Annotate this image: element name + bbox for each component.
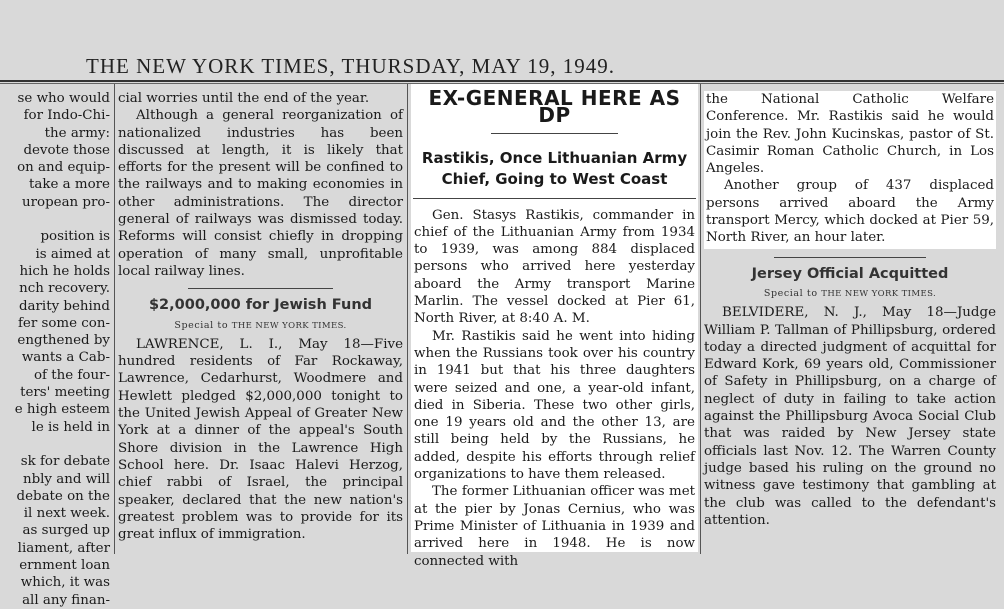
section-rule <box>188 288 333 289</box>
text-line: e high esteem <box>14 402 110 418</box>
text-line: debate on the <box>16 488 110 504</box>
text-line: wants a Cab- <box>21 350 110 366</box>
text-line: position is <box>40 229 110 245</box>
text-line: ernment loan <box>19 558 110 574</box>
paragraph: the National Catholic Welfare Conference. Mr. Rastikis said he would join the Rev. John Kucinskas, pastor of St. Casimir Roman Catholic Church, in Los Angeles. <box>706 92 994 177</box>
paragraph: Another group of 437 displaced persons arrived aboard the Army transport Mercy, which docked at Pier 59, North River, an hour later. <box>706 178 994 246</box>
text-line: of the four- <box>33 367 110 383</box>
article-headline-jewish-fund: $2,000,000 for Jewish Fund <box>148 297 373 314</box>
text-line: engthened by <box>17 333 110 349</box>
column-divider <box>407 84 408 554</box>
text-line: fer some con- <box>17 315 110 331</box>
text-line: liament, after <box>17 540 110 556</box>
text-line: the army: <box>44 125 110 141</box>
text-line: is aimed at <box>35 246 110 262</box>
text-line <box>0 211 110 228</box>
column-divider <box>114 84 115 554</box>
paragraph: Gen. Stasys Rastikis, commander in chief of the Lithuanian Army from 1934 to 1939, was among 884 displaced persons who arrived here yesterday aboard the Army transport Marine Marlin. The vessel docked at Pier 61, North River, at 8:40 A. M. <box>414 207 695 327</box>
credit-paper: THE NEW YORK TIMES. <box>231 320 347 331</box>
paragraph: BELVIDERE, N. J., May 18—Judge William P. Tallman of Phillipsburg, ordered today a directed judgment of acquittal for Edward Kork, 69 years old, Commissioner of Safety in Phillipsburg, on a charge of neglect of duty in failing to take action against the Phillipsburg Avoca Social Club that was raided by New Jersey state officials last Nov. 12. The Warren County judge based his ruling on the ground no witness gave testimony that gambling at the club was called to the defendant's attention. <box>704 305 996 528</box>
text-line: take a more <box>29 177 110 193</box>
text-line: as surged up <box>22 523 110 539</box>
masthead-rule <box>0 80 1004 82</box>
headline-rule <box>491 133 618 134</box>
text-line: uropean pro- <box>21 194 110 210</box>
credit-prefix: Special to <box>763 287 822 299</box>
text-line: all any finan- <box>22 592 110 608</box>
column-3-featured-article <box>411 84 698 569</box>
article-headline: EX-GENERAL HERE AS DP <box>428 86 681 128</box>
paragraph: Although a general reorganization of nationalized industries has been discussed at length, it is likely that efforts for the present will be confined to the railways and to making economies in other administrations. The director general of railways was dismissed today. Reforms will consist chiefly in dropping operation of many small, unprofitable local railway lines. <box>118 108 403 279</box>
text-line <box>0 436 110 453</box>
text-line: se who would <box>17 91 110 106</box>
text-line: for Indo-Chi- <box>23 108 110 124</box>
text-line: ters' meeting <box>20 385 110 401</box>
headline-rule <box>413 198 696 199</box>
text-line: il next week. <box>23 506 110 522</box>
text-line: darity behind <box>18 298 110 314</box>
article-subheadline: Rastikis, Once Lithuanian Army Chief, Going to West Coast <box>421 148 688 188</box>
text-line: devote those <box>23 142 110 158</box>
text-line: le is held in <box>31 419 110 435</box>
paragraph: The former Lithuanian officer was met at the pier by Jonas Cernius, who was Prime Minister of Lithuania in 1939 and arrived here in 1948. He is now connected with <box>414 484 695 569</box>
paragraph: LAWRENCE, L. I., May 18—Five hundred residents of Far Rockaway, Lawrence, Cedarhurst, Woodmere and Hewlett pledged $2,000,000 tonight to the United Jewish Appeal of Greater New York at a dinner of the appeal's South Shore division in the Lawrence High School here. Dr. Isaac Halevi Herzog, chief rabbi of Israel, the principal speaker, declared that the new nation's greatest problem was to provide for its great influx of immigration. <box>118 336 403 543</box>
text-line: sk for debate <box>20 454 110 470</box>
column-4 <box>704 91 996 551</box>
article-headline-jersey-official: Jersey Official Acquitted <box>751 265 949 282</box>
credit-paper: THE NEW YORK TIMES. <box>821 288 937 299</box>
section-rule <box>774 257 926 258</box>
column-divider <box>700 84 701 554</box>
dateline-credit <box>704 285 996 303</box>
article-continuation <box>704 91 996 249</box>
text-line: hich he holds <box>19 263 110 279</box>
dateline-credit <box>118 317 403 335</box>
credit-prefix: Special to <box>174 319 232 331</box>
text-line: nch recovery. <box>19 281 110 297</box>
text-line: on and equip- <box>17 160 110 176</box>
paragraph: Mr. Rastikis said he went into hiding when the Russians took over his country in 1941 but that his three daughters were seized and one, a year-old infant, died in Siberia. These two other girls, one 19 years old and the other 13, are still being held by the Russians, he added, despite his efforts through relief organizations to have them released. <box>414 328 695 483</box>
column-1-cropped-text <box>0 90 110 608</box>
masthead: THE NEW YORK TIMES, THURSDAY, MAY 19, 1949. <box>86 54 615 78</box>
paragraph: cial worries until the end of the year. <box>118 91 370 106</box>
text-line: which, it was <box>20 575 110 591</box>
text-line: nbly and will <box>22 471 110 487</box>
column-2 <box>118 90 403 550</box>
